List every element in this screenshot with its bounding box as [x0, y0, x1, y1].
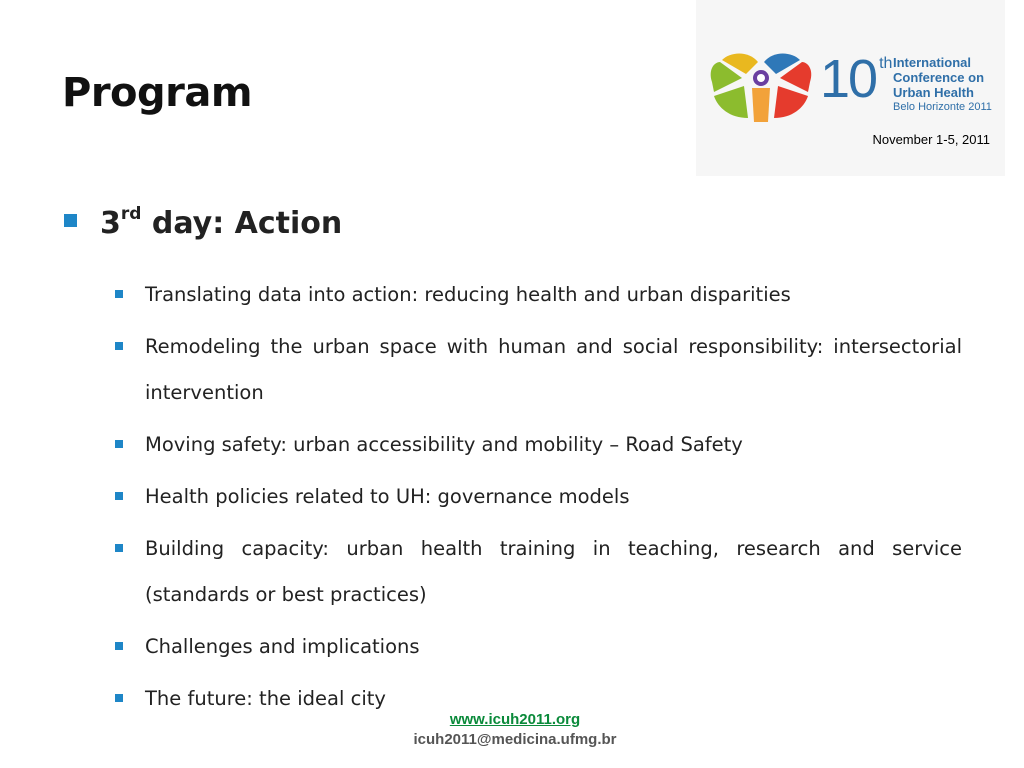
- square-bullet-icon: [115, 440, 123, 448]
- logo-line-1: International: [893, 55, 972, 70]
- day-heading: [100, 206, 342, 241]
- conference-emblem-icon: [708, 48, 814, 124]
- heading-superscript: rd: [120, 204, 142, 224]
- slide-title: Program: [62, 70, 253, 116]
- square-bullet-icon: [115, 290, 123, 298]
- heading-prefix: 3: [100, 206, 121, 241]
- list-item-text: Health policies related to UH: governance models: [145, 485, 630, 508]
- list-item-text: Translating data into action: reducing health and urban disparities: [145, 283, 791, 306]
- square-bullet-icon: [115, 694, 123, 702]
- list-item: [113, 272, 962, 318]
- list-item: [113, 324, 962, 416]
- list-item-text: Challenges and implications: [145, 635, 420, 658]
- square-bullet-icon: [115, 544, 123, 552]
- footer: [380, 710, 650, 750]
- list-item-text: The future: the ideal city: [145, 687, 386, 710]
- list-item-text: Remodeling the urban space with human and social responsibility: intersectorial intervention: [145, 335, 962, 404]
- square-bullet-icon: [115, 492, 123, 500]
- list-item-text: Building capacity: urban health training in teaching, research and service (standards or best practices): [145, 537, 962, 606]
- logo-text: [893, 55, 992, 114]
- program-list: [113, 272, 962, 728]
- list-item: [113, 422, 962, 468]
- logo-line-3: Urban Health: [893, 85, 974, 100]
- square-bullet-icon: [115, 642, 123, 650]
- contact-email: icuh2011@medicina.ufmg.br: [413, 731, 617, 748]
- list-item: [113, 526, 962, 618]
- conference-date: November 1-5, 2011: [872, 132, 990, 147]
- logo-edition-number: 10: [820, 49, 877, 109]
- square-bullet-icon: [115, 342, 123, 350]
- logo-edition-suffix: th: [879, 55, 893, 72]
- list-item: [113, 624, 962, 670]
- logo-line-4: Belo Horizonte 2011: [893, 101, 992, 113]
- logo-edition: [820, 49, 893, 109]
- website-link[interactable]: www.icuh2011.org: [449, 711, 581, 728]
- logo-line-2: Conference on: [893, 70, 985, 85]
- main-bullet-icon: [64, 214, 77, 227]
- list-item-text: Moving safety: urban accessibility and mobility – Road Safety: [145, 433, 743, 456]
- heading-text: day: Action: [141, 206, 343, 241]
- list-item: [113, 474, 962, 520]
